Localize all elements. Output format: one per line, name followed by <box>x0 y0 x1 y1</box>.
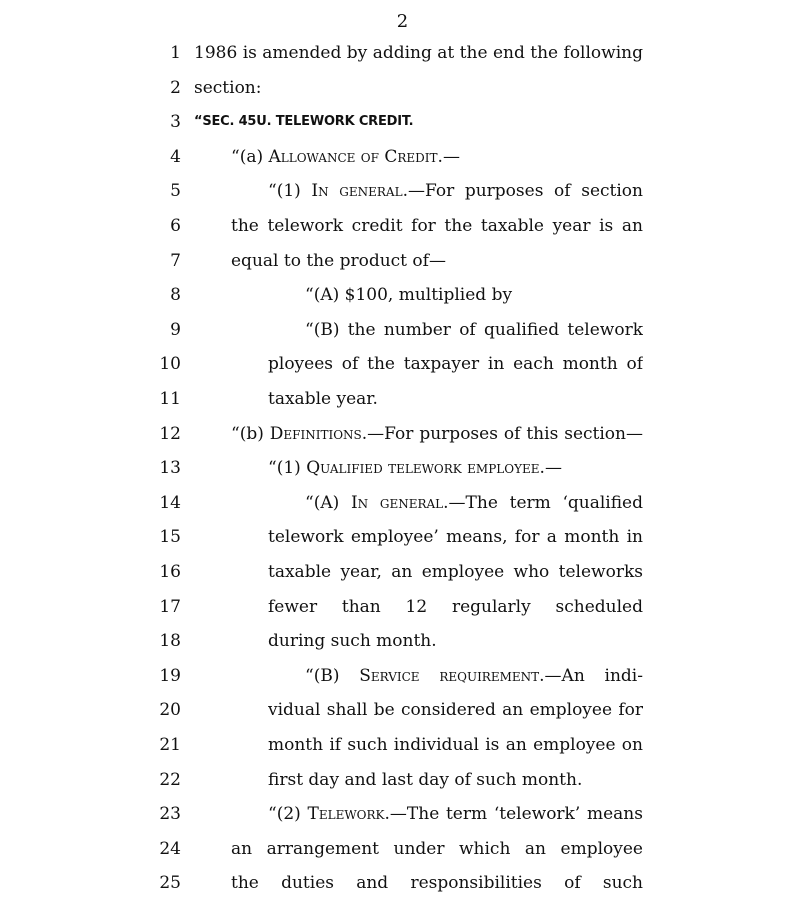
line-text: “(B) the number of qualified telework <box>305 319 643 340</box>
text-line <box>0 140 805 175</box>
line-number: 3 <box>170 112 181 133</box>
line-text: ployees of the taxpayer in each month of <box>268 354 643 375</box>
line-number: 10 <box>159 354 181 375</box>
line-number: 19 <box>159 665 181 686</box>
line-text: first day and last day of such month. <box>268 769 583 790</box>
subparagraph-heading: “(B) Service requirement.—An indi- <box>305 665 643 686</box>
section-heading: “SEC. 45U. TELEWORK CREDIT. <box>194 114 414 130</box>
text-line <box>0 728 805 763</box>
line-number: 22 <box>159 769 181 790</box>
line-number: 15 <box>159 527 181 548</box>
line-number: 4 <box>170 146 181 167</box>
subsection-heading: “(a) Allowance of Credit.— <box>231 146 460 167</box>
text-line <box>0 797 805 832</box>
line-number: 12 <box>159 423 181 444</box>
line-number: 5 <box>170 181 181 202</box>
line-number: 21 <box>159 735 181 755</box>
text-line <box>0 486 805 521</box>
subparagraph-heading: “(A) In general.—The term ‘qualified <box>305 492 643 513</box>
line-number: 11 <box>159 389 181 409</box>
line-number: 1 <box>170 43 181 63</box>
line-number: 17 <box>159 596 181 617</box>
line-number: 24 <box>159 838 181 859</box>
line-text: equal to the product of— <box>231 250 446 271</box>
text-line <box>0 451 805 486</box>
line-number: 18 <box>159 631 181 652</box>
text-line <box>0 555 805 590</box>
text-line <box>0 209 805 244</box>
line-number: 16 <box>159 562 181 582</box>
page-number: 2 <box>396 11 409 32</box>
line-text: during such month. <box>268 631 437 652</box>
text-line <box>0 36 805 71</box>
line-text: 1986 is amended by adding at the end the following <box>194 43 643 63</box>
subsection-heading: “(b) Definitions.—For purposes of this section— <box>231 423 643 444</box>
line-text: “(A) $100, multiplied by <box>305 285 513 306</box>
text-line <box>0 624 805 659</box>
text-line <box>0 71 805 106</box>
text-line <box>0 520 805 555</box>
paragraph-heading: “(1) In general.—For purposes of section <box>268 181 643 202</box>
paragraph-heading: “(2) Telework.—The term ‘telework’ means <box>268 804 643 825</box>
text-line <box>0 105 805 140</box>
line-number: 2 <box>170 77 181 98</box>
line-text: taxable year, an employee who teleworks <box>268 562 643 582</box>
line-number: 14 <box>159 492 181 513</box>
line-number: 7 <box>170 250 181 271</box>
line-text: vidual shall be considered an employee for <box>268 700 643 721</box>
paragraph-heading: “(1) Qualified telework employee.— <box>268 458 562 479</box>
text-line <box>0 590 805 625</box>
line-text: telework employee’ means, for a month in <box>268 527 643 548</box>
line-text: month if such individual is an employee on <box>268 735 643 755</box>
line-text: section: <box>194 77 262 98</box>
line-number: 23 <box>159 804 181 825</box>
text-line <box>0 278 805 313</box>
text-line <box>0 382 805 417</box>
text-line <box>0 244 805 279</box>
line-text: the telework credit for the taxable year is an <box>231 216 643 236</box>
line-number: 20 <box>159 700 181 721</box>
line-number: 13 <box>159 458 181 479</box>
line-text: the duties and responsibilities of such <box>231 873 643 894</box>
line-text: fewer than 12 regularly scheduled <box>268 596 643 617</box>
line-number: 6 <box>170 216 181 236</box>
line-number: 9 <box>170 319 181 340</box>
text-line <box>0 693 805 728</box>
text-line <box>0 347 805 382</box>
line-number: 25 <box>159 873 181 894</box>
line-text: an arrangement under which an employee <box>231 838 643 859</box>
text-line <box>0 174 805 209</box>
text-line <box>0 313 805 348</box>
text-line <box>0 659 805 694</box>
line-text: taxable year. <box>268 389 378 409</box>
text-line <box>0 832 805 867</box>
text-line <box>0 763 805 798</box>
text-line <box>0 417 805 452</box>
line-number: 8 <box>170 285 181 306</box>
text-line <box>0 866 805 901</box>
